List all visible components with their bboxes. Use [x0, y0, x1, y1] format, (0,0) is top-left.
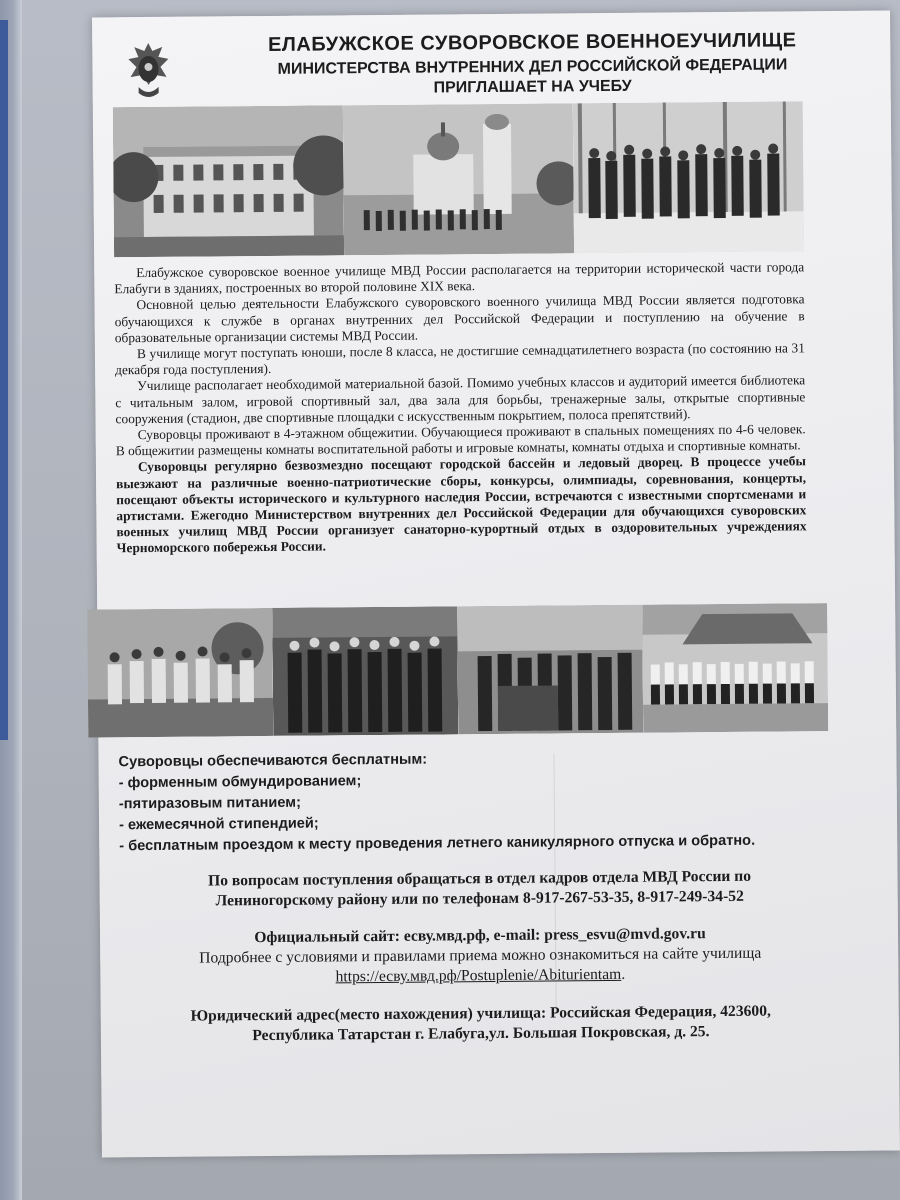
benefit-item: - форменным обмундированием;	[118, 773, 362, 792]
header-line-1: ЕЛАБУЖСКОЕ СУВОРОВСКОЕ ВОЕННОЕУЧИЛИЩЕ	[267, 29, 797, 56]
description-text	[114, 259, 807, 557]
benefit-item: - бесплатным проездом к месту проведения летнего каникулярного отпуска и обратно.	[119, 832, 756, 855]
bottom-photo-strip	[87, 603, 828, 737]
paragraph-dormitory: Суворовцы проживают в 4-этажном общежитии. Обучающиеся проживают в спальных помещениях по 4-6 человек. В общежитии размещены комнаты воспитательной работы и игровые комнаты, комнаты отдыха и спортивные комнаты.	[115, 421, 806, 459]
contact-block	[129, 866, 829, 912]
contact-line-1: По вопросам поступления обращаться в отдел кадров отдела МВД России по	[207, 867, 752, 890]
paragraph-facilities: Училище располагает необходимой материальной базой. Помимо учебных классов и аудиторий имеется библиотека с читальным залом, игровой спортивный зал, два зала для борьбы, тренажерные залы, открытые спортивные сооружения (стадион, две спортивные площадки с искусственным покрытием, полоса препятствий).	[115, 372, 806, 427]
runners-photo	[87, 608, 273, 738]
link-tail: .	[621, 965, 626, 983]
official-site-line: Официальный сайт: есву.мвд.рф, e-mail: press_esvu@mvd.gov.ru	[254, 925, 706, 947]
website-block	[130, 923, 830, 989]
top-photo-strip	[113, 101, 804, 257]
ship-group-photo	[642, 603, 828, 733]
address-line-2: Республика Татарстан г. Елабуга,ул. Большая Покровская, д. 25.	[252, 1023, 710, 1045]
blue-strip	[0, 20, 8, 740]
school-building-photo	[113, 105, 344, 257]
mvd-emblem-icon	[122, 39, 175, 103]
address-line-1: Юридический адрес(место нахождения) училища: Российская Федерация, 423600,	[190, 1002, 771, 1025]
background-edge	[0, 0, 22, 1200]
header-line-2: МИНИСТЕРСТВА ВНУТРЕННИХ ДЕЛ РОССИЙСКОЙ ФЕДЕРАЦИИ	[277, 56, 788, 78]
paragraph-activities: Суворовцы регулярно безвозмездно посещают городской бассейн и ледовый дворец. В процессе учебы выезжают на различные военно-патриотические сборы, конкурсы, олимпиады, соревнования, концерты, посещают объекты исторического и культурного наследия России, встречаются с известными спортсменами и артистами. Ежегодно Министерством внутренних дел Российской Федерации для обучающихся суворовских военных училищ МВД России организует санаторно-курортный отдых в оздоровительных учреждениях Черноморского побережья России.	[116, 453, 807, 556]
address-block	[131, 1001, 831, 1047]
admission-link[interactable]: https://есву.мвд.рф/Postuplenie/Abiturientam	[335, 965, 622, 986]
benefit-item: - ежемесячной стипендией;	[118, 815, 319, 834]
benefits-intro: Суворовцы обеспечиваются бесплатным:	[118, 751, 428, 771]
paragraph-admission: В училище могут поступать юноши, после 8 класса, не достигшие семнадцатилетнего возраста (по состоянию на 31 декабря года поступления).	[115, 340, 805, 378]
more-info-line: Подробнее с условиями и правилами приема можно ознакомиться на сайте училища	[199, 944, 762, 967]
benefit-item: -пятиразовым питанием;	[118, 794, 301, 813]
flyer-sheet	[92, 11, 900, 1158]
paragraph-goal: Основной целью деятельности Елабужского суворовского военного училища МВД России является подготовка обучающихся к службе в органах внутренних дел Российской Федерации и поступлению на обучение в образовательные организации системы МВД России.	[114, 291, 805, 346]
header-line-3: ПРИГЛАШАЕТ НА УЧЕБУ	[433, 77, 632, 97]
award-group-photo	[457, 605, 643, 735]
ski-group-photo	[573, 101, 804, 253]
benefits-list	[118, 746, 849, 857]
church-parade-photo	[343, 103, 574, 255]
hall-group-photo	[272, 606, 458, 736]
contact-line-2: Лениногорскому району или по телефонам 8-917-267-53-35, 8-917-249-34-52	[215, 887, 744, 910]
paragraph-location: Елабужское суворовское военное училище МВД России располагается на территории исторической части города Елабуги в зданиях, построенных во второй половине XIX века.	[114, 259, 805, 297]
